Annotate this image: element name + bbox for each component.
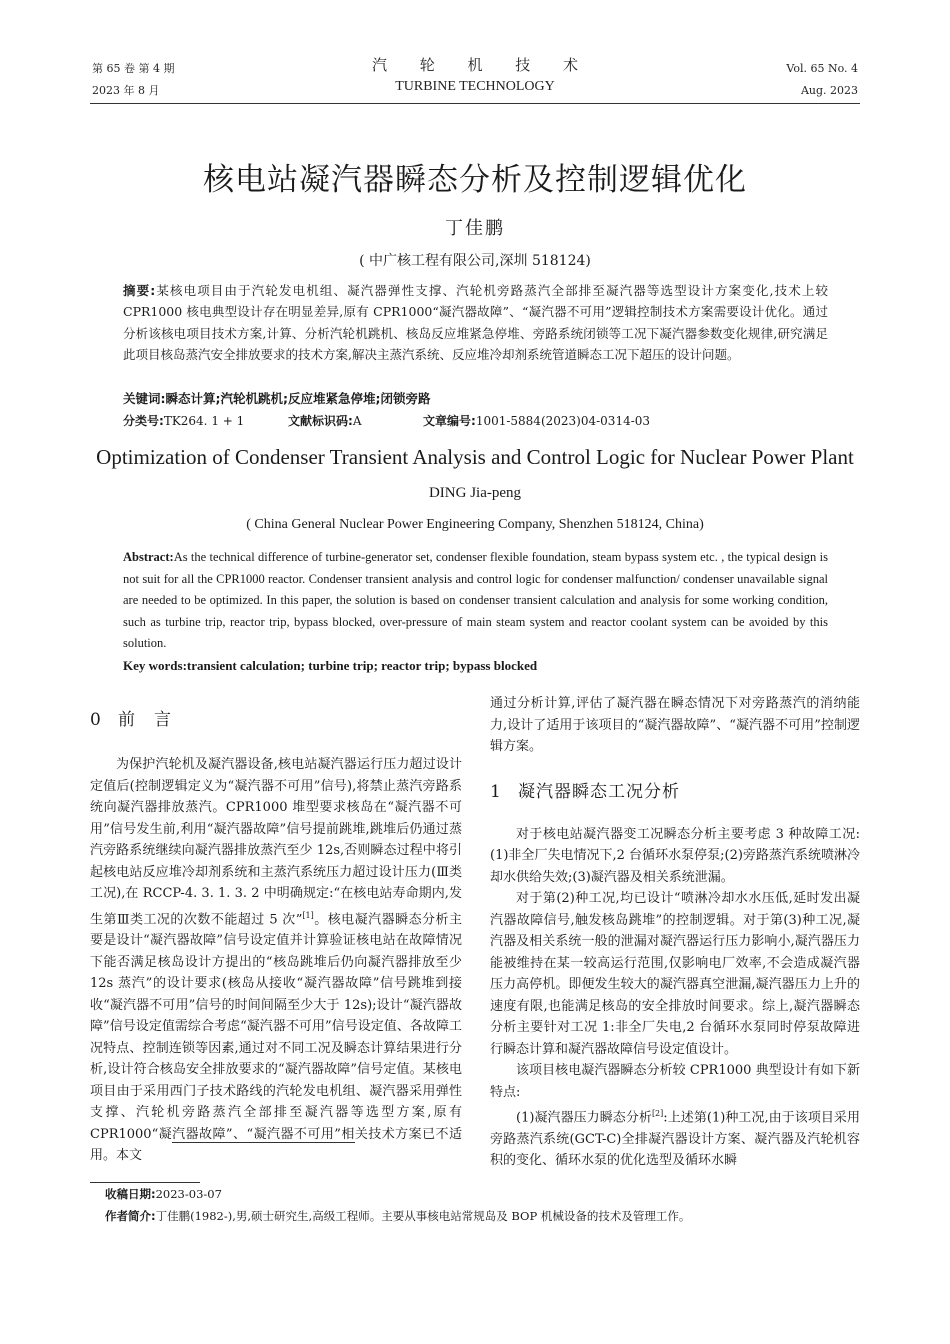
keywords-cn-label: 关键词:: [123, 391, 166, 406]
date-cn: 2023 年 8 月: [92, 84, 160, 97]
affiliation-en: ( China General Nuclear Power Engineering Company, Shenzhen 518124, China): [246, 517, 704, 532]
footnote-rule: [90, 1182, 200, 1183]
abstract-en: [123, 547, 828, 655]
received-date: [105, 1184, 222, 1204]
keywords-cn: [123, 388, 828, 409]
received-value: 2023-03-07: [155, 1187, 222, 1201]
section-0-paragraph-1: 为保护汽轮机及凝汽器设备,核电站凝汽器运行压力超过设计定值后(控制逻辑定义为“凝汽器不可用”信号),将禁止蒸汽旁路系统向凝汽器排放蒸汽。CPR1000 堆型要求核岛在“凝汽器不可用”信号发生前,利用“凝汽器故障”信号提前跳堆,跳堆后仍通过蒸汽旁路系统继续向凝汽器排放蒸汽至少 12s,否则瞬态过程中将引起核电站反应堆冷却剂系统和主蒸汽系统压力超过设计压力(Ⅲ类工况),在 RCCP-4. 3. 1. 3. 2 中明确规定:“在核电站寿命期内,发生第Ⅲ类工况的次数不能超过 5 次”[1]。核电凝汽器瞬态分析主要是设计“凝汽器故障”信号设定值并计算验证核电站在故障情况下能否满足核岛设计方提出的“核岛跳堆后仍向凝汽器排放至少 12s 蒸汽”的设计要求(核岛从接收“凝汽器故障”信号跳堆到接收“凝汽器不可用”信号的时间间隔至少大于 12s);设计“凝汽器故障”信号设定值需综合考虑“凝汽器不可用”信号设定值、各故障工况特点、控制连锁等因素,通过对不同工况及瞬态计算结果进行分析,设计符合核岛安全排放要求的“凝汽器故障”信号定值。某核电项目由于采用西门子技术路线的汽轮发电机组、凝汽器采用弹性支撑、汽轮机旁路蒸汽全部排至凝汽器等选型方案,原有 CPR1000“凝汽器故障”、“凝汽器不可用”相关技术方案已不适用。本文: [90, 757, 462, 1164]
affiliation-cn: ( 中广核工程有限公司,深圳 518124): [359, 253, 591, 269]
abstract-cn: [123, 280, 828, 366]
classification-row: [123, 411, 828, 432]
date-en: Aug. 2023: [800, 84, 858, 97]
underlined-text: 汽器故障”、“凝汽器不可用”相: [172, 1126, 355, 1142]
left-column: [90, 708, 462, 1167]
volume-en: Vol. 65 No. 4: [786, 62, 858, 75]
keywords-en-label: Key words:: [123, 658, 187, 673]
section-1-paragraph-4: (1)凝汽器压力瞬态分析[2]:上述第(1)种工况,由于该项目采用旁路蒸汽系统(GCT-C)全排凝汽器设计方案、凝汽器及汽轮机容积的变化、循环水泵的优化选型及循环水瞬: [490, 1109, 860, 1169]
section-1-number: 1: [490, 781, 502, 802]
title-cn: 核电站凝汽器瞬态分析及控制逻辑优化: [203, 162, 747, 198]
section-1-heading: [490, 780, 860, 804]
right-column: [490, 693, 860, 1172]
class-number: 分类号:TK264. 1 + 1: [123, 414, 245, 428]
author-bio: [105, 1206, 865, 1226]
abstract-cn-text: 某核电项目由于汽轮发电机组、凝汽器弹性支撑、汽轮机旁路蒸汽全部排至凝汽器等选型设计方案变化,技术上较 CPR1000 核电典型设计存在明显差异,原有 CPR1000“凝汽器故障”、“凝汽器不可用”逻辑控制技术方案需要设计优化。通过分析该核电项目技术方案,计算、分析汽轮机跳机、核岛反应堆紧急停堆、旁路系统闭锁等工况下凝汽器参数变化规律,研究满足此项目核岛蒸汽安全排放要求的技术方案,解决主蒸汽系统、反应堆冷却剂系统管道瞬态工况下超压的设计问题。: [123, 283, 828, 363]
author-en: DING Jia-peng: [428, 485, 522, 501]
abstract-cn-label: 摘要:: [123, 283, 156, 298]
journal-name-cn: 汽 轮 机 技 术: [371, 56, 593, 74]
journal-name-en: TURBINE TECHNOLOGY: [395, 79, 555, 94]
title-en: Optimization of Condenser Transient Analysis and Control Logic for Nuclear Power Plant: [96, 445, 854, 469]
reference-1: [1]: [302, 910, 314, 920]
keywords-en: [123, 655, 828, 676]
volume-issue: 第 65 卷 第 4 期: [92, 62, 175, 75]
keywords-cn-text: 瞬态计算;汽轮机跳机;反应堆紧急停堆;闭锁旁路: [165, 391, 431, 406]
header-rule: [90, 103, 860, 104]
abstract-en-label: Abstract:: [123, 550, 174, 564]
author-bio-label: 作者简介:: [105, 1209, 156, 1223]
article-number: 文章编号:1001-5884(2023)04-0314-03: [423, 414, 651, 428]
abstract-en-text: As the technical difference of turbine-generator set, condenser flexible foundation, steam bypass system etc. , the typical design is not suit for all the CPR1000 reactor. Condenser transient analysis and control logic for condenser malfunction/ condenser unavailable signal are needed to be optimized. In this paper, the solution is based on condenser transient calculation and analysis for some working condition, such as turbine trip, reactor trip, bypass blocked, over-pressure of main steam system and reactor coolant system can be avoided by this solution.: [123, 550, 828, 650]
section-1-paragraph-2: 对于第(2)种工况,均已设计“喷淋冷却水水压低,延时发出凝汽器故障信号,触发核岛跳堆”的控制逻辑。对于第(3)种工况,凝汽器及相关系统一般的泄漏对凝汽器运行压力影响小,凝汽器压力能被维持在某一较高运行范围,仅影响电厂效率,不会造成凝汽器压力高停机。即便发生较大的凝汽器真空泄漏,凝汽器压力上升的速度有限,也能满足核岛的安全排放时间要求。综上,凝汽器瞬态分析主要针对工况 1:非全厂失电,2 台循环水泵同时停泵故障进行瞬态计算和凝汽器故障信号设定值设计。: [490, 891, 860, 1057]
section-0-heading: [90, 708, 462, 732]
section-1-title: 凝汽器瞬态工况分析: [518, 781, 680, 802]
section-0-title: 前 言: [118, 710, 172, 730]
section-1-paragraph-3: 该项目核电凝汽器瞬态分析较 CPR1000 典型设计有如下新特点:: [490, 1063, 860, 1100]
reference-2: [2]: [651, 1109, 664, 1118]
keywords-en-text: transient calculation; turbine trip; reactor trip; bypass blocked: [186, 658, 538, 673]
received-label: 收稿日期:: [105, 1187, 156, 1201]
author-cn: 丁佳鹏: [445, 218, 505, 239]
section-0-number: 0: [90, 710, 102, 730]
section-1-paragraph-1: 对于核电站凝汽器变工况瞬态分析主要考虑 3 种故障工况:(1)非全厂失电情况下,2 台循环水泵停泵;(2)旁路蒸汽系统喷淋冷却水供给失效;(3)凝汽器及相关系统泄漏。: [490, 826, 860, 885]
doc-code: 文献标识码:A: [288, 414, 362, 428]
header-right: [786, 58, 858, 102]
section-0-paragraph-2: 通过分析计算,评估了凝汽器在瞬态情况下对旁路蒸汽的消纳能力,设计了适用于该项目的“凝汽器故障”、“凝汽器不可用”控制逻辑方案。: [490, 696, 860, 754]
author-bio-value: 丁佳鹏(1982-),男,硕士研究生,高级工程师。主要从事核电站常规岛及 BOP 机械设备的技术及管理工作。: [155, 1209, 691, 1223]
